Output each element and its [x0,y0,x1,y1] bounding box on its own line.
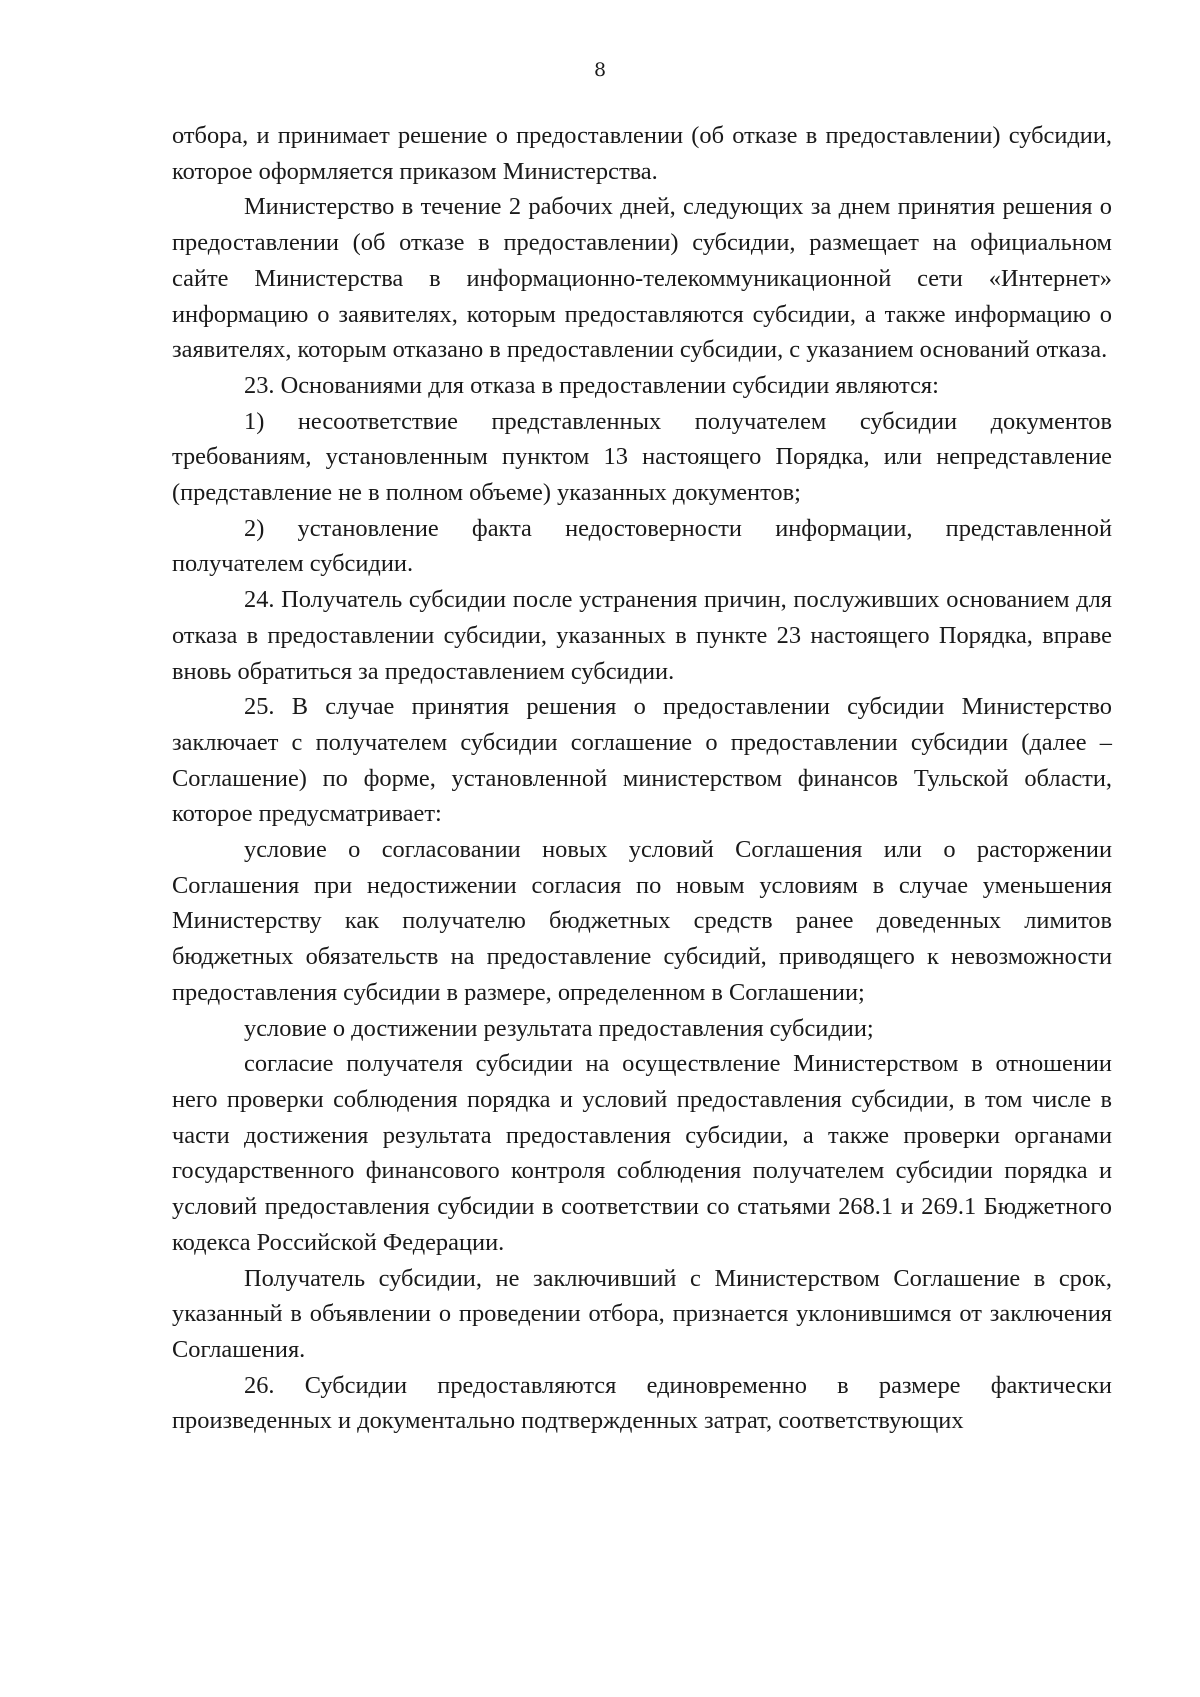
paragraph-consent-inspection: согласие получателя субсидии на осуществление Министерством в отношении него проверки соблюдения порядка и условий предоставления субсидии, в том числе в части достижения результата предоставления субсидии, а также проверки органами государственного финансового контроля соблюдения получателем субсидии порядка и условий предоставления субсидии в соответствии со статьями 268.1 и 269.1 Бюджетного кодекса Российской Федерации. [172,1050,1112,1256]
document-body [172,118,1112,1439]
paragraph-item-23-2: 2) установление факта недостоверности информации, представленной получателем субсидии. [172,514,1112,578]
paragraph-publication: Министерство в течение 2 рабочих дней, следующих за днем принятия решения о предоставлении (об отказе в предоставлении) субсидии, размещает на официальном сайте Министерства в информационно-телекоммуникационной сети «Интернет» информацию о заявителях, которым предоставляются субсидии, а также информацию о заявителях, которым отказано в предоставлении субсидии, с указанием оснований отказа. [172,193,1112,364]
paragraph-item-25: 25. В случае принятия решения о предоставлении субсидии Министерство заключает с получателем субсидии соглашение о предоставлении субсидии (далее – Соглашение) по форме, установленной министерством финансов Тульской области, которое предусматривает: [172,693,1112,828]
paragraph-condition-agreement: условие о согласовании новых условий Соглашения или о расторжении Соглашения при недостижении согласия по новым условиям в случае уменьшения Министерству как получателю бюджетных средств ранее доведенных лимитов бюджетных обязательств на предоставление субсидий, приводящего к невозможности предоставления субсидии в размере, определенном в Соглашении; [172,836,1112,1006]
paragraph-item-26: 26. Субсидии предоставляются единовременно в размере фактически произведенных и документально подтвержденных затрат, соответствующих [172,1371,1112,1435]
paragraph-item-23: 23. Основаниями для отказа в предоставлении субсидии являются: [244,371,939,399]
paragraph-continuation: отбора, и принимает решение о предоставлении (об отказе в предоставлении) субсидии, которое оформляется приказом Министерства. [172,122,1112,185]
paragraph-condition-result: условие о достижении результата предоставления субсидии; [244,1014,874,1042]
page-number: 8 [593,59,607,81]
paragraph-evasion: Получатель субсидии, не заключивший с Министерством Соглашение в срок, указанный в объявлении о проведении отбора, признается уклонившимся от заключения Соглашения. [172,1264,1112,1363]
paragraph-item-24: 24. Получатель субсидии после устранения причин, послуживших основанием для отказа в предоставлении субсидии, указанных в пункте 23 настоящего Порядка, вправе вновь обратиться за предоставлением субсидии. [172,586,1112,685]
paragraph-item-23-1: 1) несоответствие представленных получателем субсидии документов требованиям, установленным пунктом 13 настоящего Порядка, или непредставление (представление не в полном объеме) указанных документов; [172,407,1112,507]
